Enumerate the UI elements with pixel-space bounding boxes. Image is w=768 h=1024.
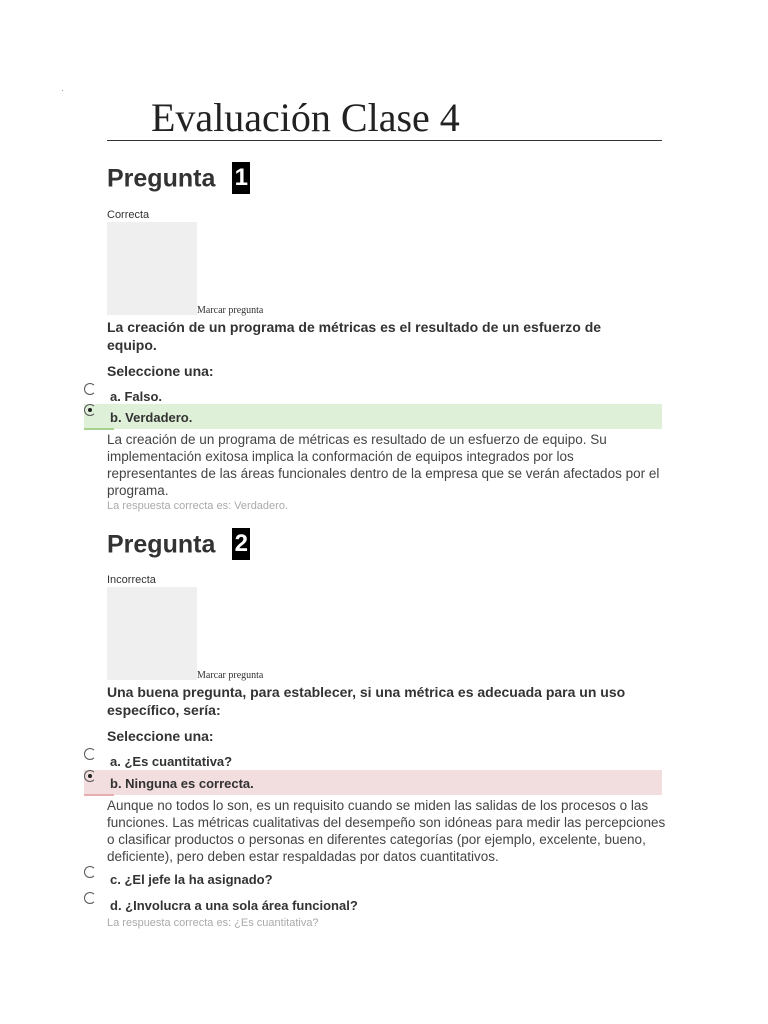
answer-option-label: a. ¿Es cuantitativa?: [110, 754, 233, 769]
answer-option-label: b. Ninguna es correcta.: [110, 776, 254, 791]
select-prompt: Seleccione una:: [107, 363, 214, 379]
answer-feedback: Aunque no todos lo son, es un requisito cuando se miden las salidas de los procesos o las funciones. Las métricas cualitativas del desempeño son idóneas para medir las percepciones o clasificar productos o personas en diferentes categorías (por ejemplo, excelente, bueno, deficiente), pero deben estar respaldadas por datos cuantitativos.: [107, 798, 666, 864]
correct-marker: [84, 428, 114, 430]
question-heading: [107, 528, 250, 560]
right-answer: La respuesta correcta es: Verdadero.: [107, 500, 288, 512]
question-heading: [107, 162, 250, 194]
radio-unchecked-icon[interactable]: [84, 748, 96, 760]
select-prompt: Seleccione una:: [107, 728, 214, 744]
radio-checked-icon[interactable]: [84, 404, 96, 416]
incorrect-marker: [84, 794, 114, 796]
question-text: Una buena pregunta, para establecer, si una métrica es adecuada para un uso específico, sería:: [107, 684, 626, 718]
question-status: Correcta: [107, 209, 150, 221]
radio-unchecked-icon[interactable]: [84, 866, 96, 878]
radio-unchecked-icon[interactable]: [84, 892, 96, 904]
answer-option-selected-correct[interactable]: [84, 404, 662, 429]
question-heading-label: Pregunta: [107, 164, 216, 193]
answer-option-label: c. ¿El jefe la ha asignado?: [110, 872, 273, 887]
answer-option-label: d. ¿Involucra a una sola área funcional?: [110, 898, 358, 913]
question-number: 1: [232, 162, 250, 194]
answer-feedback: La creación de un programa de métricas es resultado de un esfuerzo de equipo. Su implementación exitosa implica la conformación de equipos integrados por los representantes de las áreas funcionales dentro de la empresa que se verán afectados por el programa.: [107, 432, 660, 498]
flag-question-link[interactable]: Marcar pregunta: [197, 670, 264, 681]
title-divider: [107, 140, 662, 141]
answer-option-selected-incorrect[interactable]: [84, 770, 662, 795]
flag-question-link[interactable]: Marcar pregunta: [197, 305, 264, 316]
answer-option[interactable]: [84, 866, 662, 891]
radio-unchecked-icon[interactable]: [84, 383, 96, 395]
question-number: 2: [232, 528, 250, 560]
question-status: Incorrecta: [107, 574, 156, 586]
right-answer: La respuesta correcta es: ¿Es cuantitativa?: [107, 917, 319, 929]
page-dot: [62, 90, 63, 91]
flag-question-box[interactable]: [107, 222, 197, 315]
flag-question-box[interactable]: [107, 587, 197, 680]
question-heading-label: Pregunta: [107, 530, 216, 559]
radio-checked-icon[interactable]: [84, 770, 96, 782]
answer-option-label: a. Falso.: [110, 389, 163, 404]
answer-option[interactable]: [84, 892, 662, 917]
answer-option-label: b. Verdadero.: [110, 410, 193, 425]
question-text: La creación de un programa de métricas es el resultado de un esfuerzo de equipo.: [107, 319, 602, 353]
page-title: Evaluación Clase 4: [151, 95, 460, 140]
